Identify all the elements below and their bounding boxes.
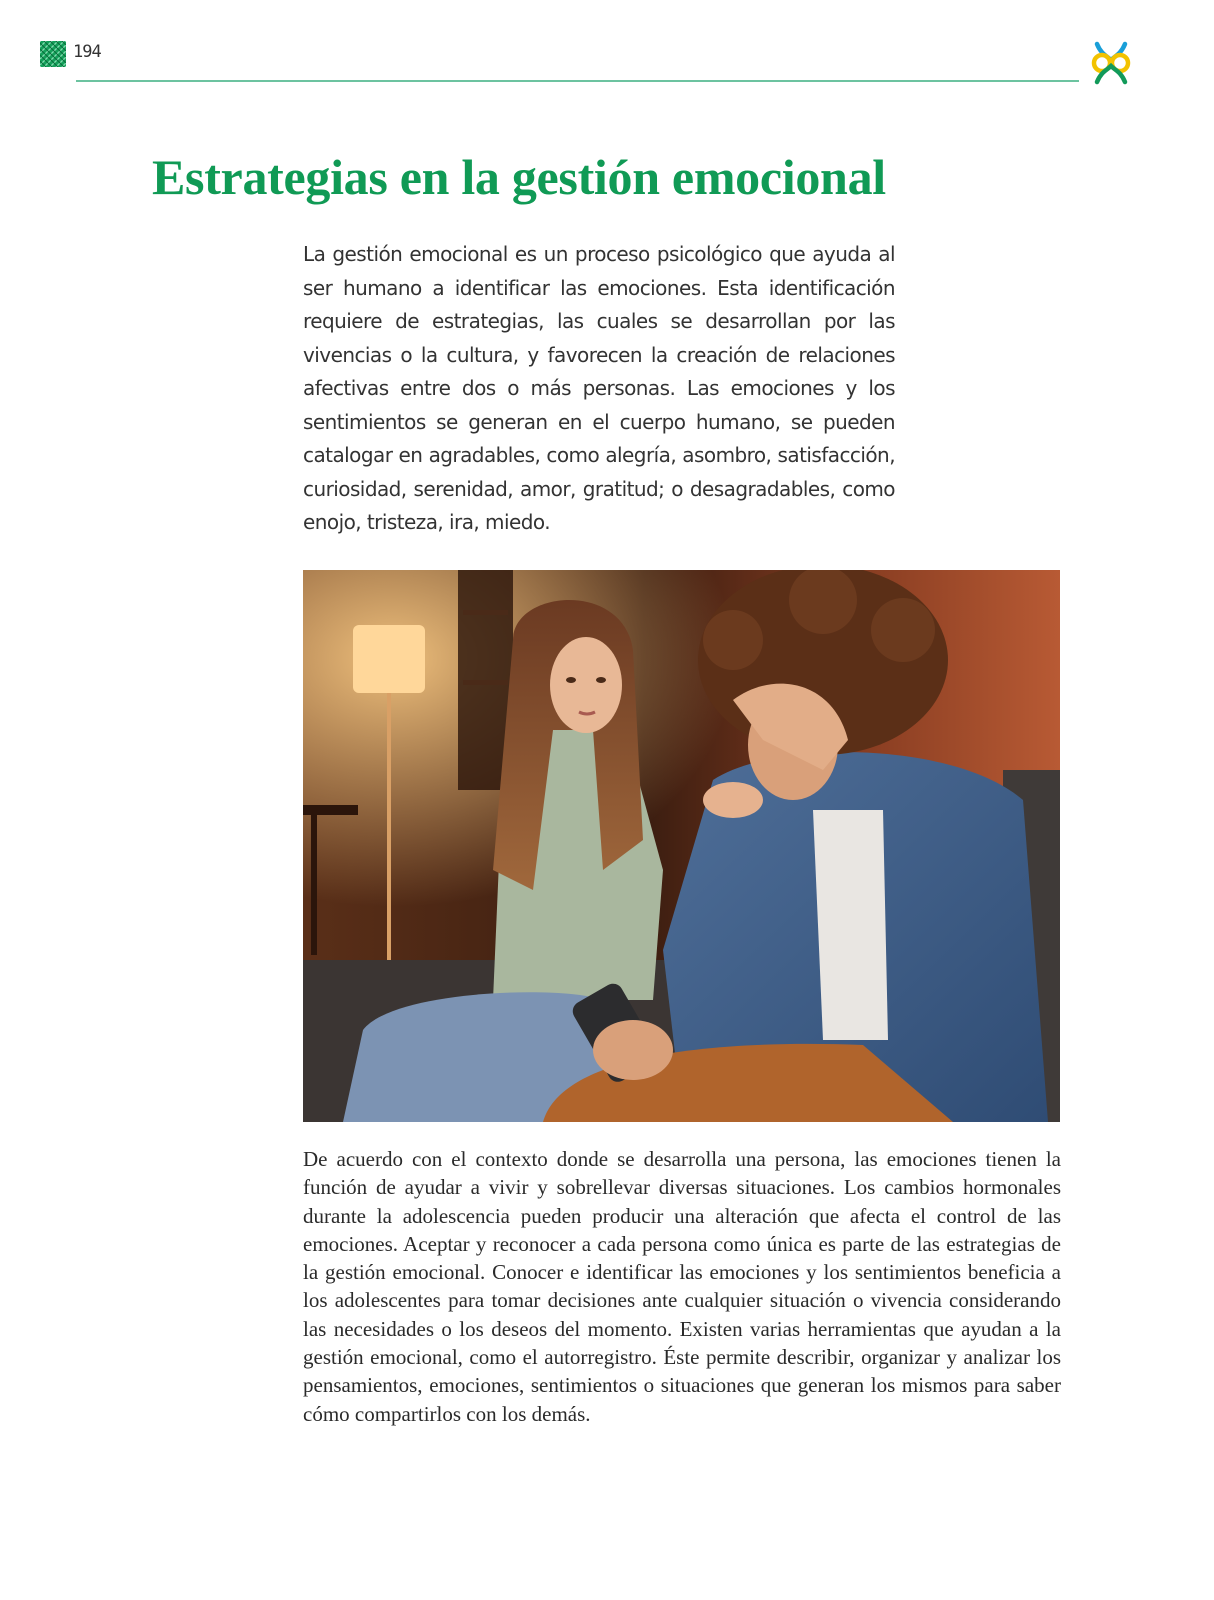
page-number: 194 [73, 42, 101, 62]
intro-paragraph: La gestión emocional es un proceso psicológico que ayuda al ser humano a identificar las emociones. Esta identificación requiere de estrategias, las cuales se desarrollan por las vivencias o la cultura, y favorecen la creación de relaciones afectivas entre dos o más personas. Las emociones y los sentimientos se generan en el cuerpo humano, se pueden catalogar en agradables, como alegría, asombro, satisfacción, curiosidad, serenidad, amor, gratitud; o desagradables, como enojo, tristeza, ira, miedo. [303, 242, 895, 534]
body-paragraph: De acuerdo con el contexto donde se desarrolla una persona, las emociones tienen la función de ayudar a vivir y sobrellevar diversas situaciones. Los cambios hormonales durante la adolescencia pueden producir una alteración que afecta el control de las emociones. Aceptar y reconocer a cada persona como única es parte de las estrategias de la gestión emocional. Conocer e identificar las emociones y los sentimientos beneficia a los adolescentes para tomar decisiones ante cualquier situación o vivencia considerando las necesidades o los deseos del momento. Existen varias herramientas que ayudan a la gestión emocional, como el autorregistro. Éste permite describir, organizar y analizar los pensamientos, emociones, sentimientos o situaciones que generan los mismos para saber cómo compartirlos con los demás. [303, 1147, 1061, 1426]
teen-consoling-friend-photo [303, 570, 1060, 1122]
nem-logo-icon [1088, 40, 1134, 86]
header-divider [76, 80, 1079, 82]
green-pattern-icon [40, 41, 66, 67]
page-title: Estrategias en la gestión emocional [152, 149, 886, 205]
